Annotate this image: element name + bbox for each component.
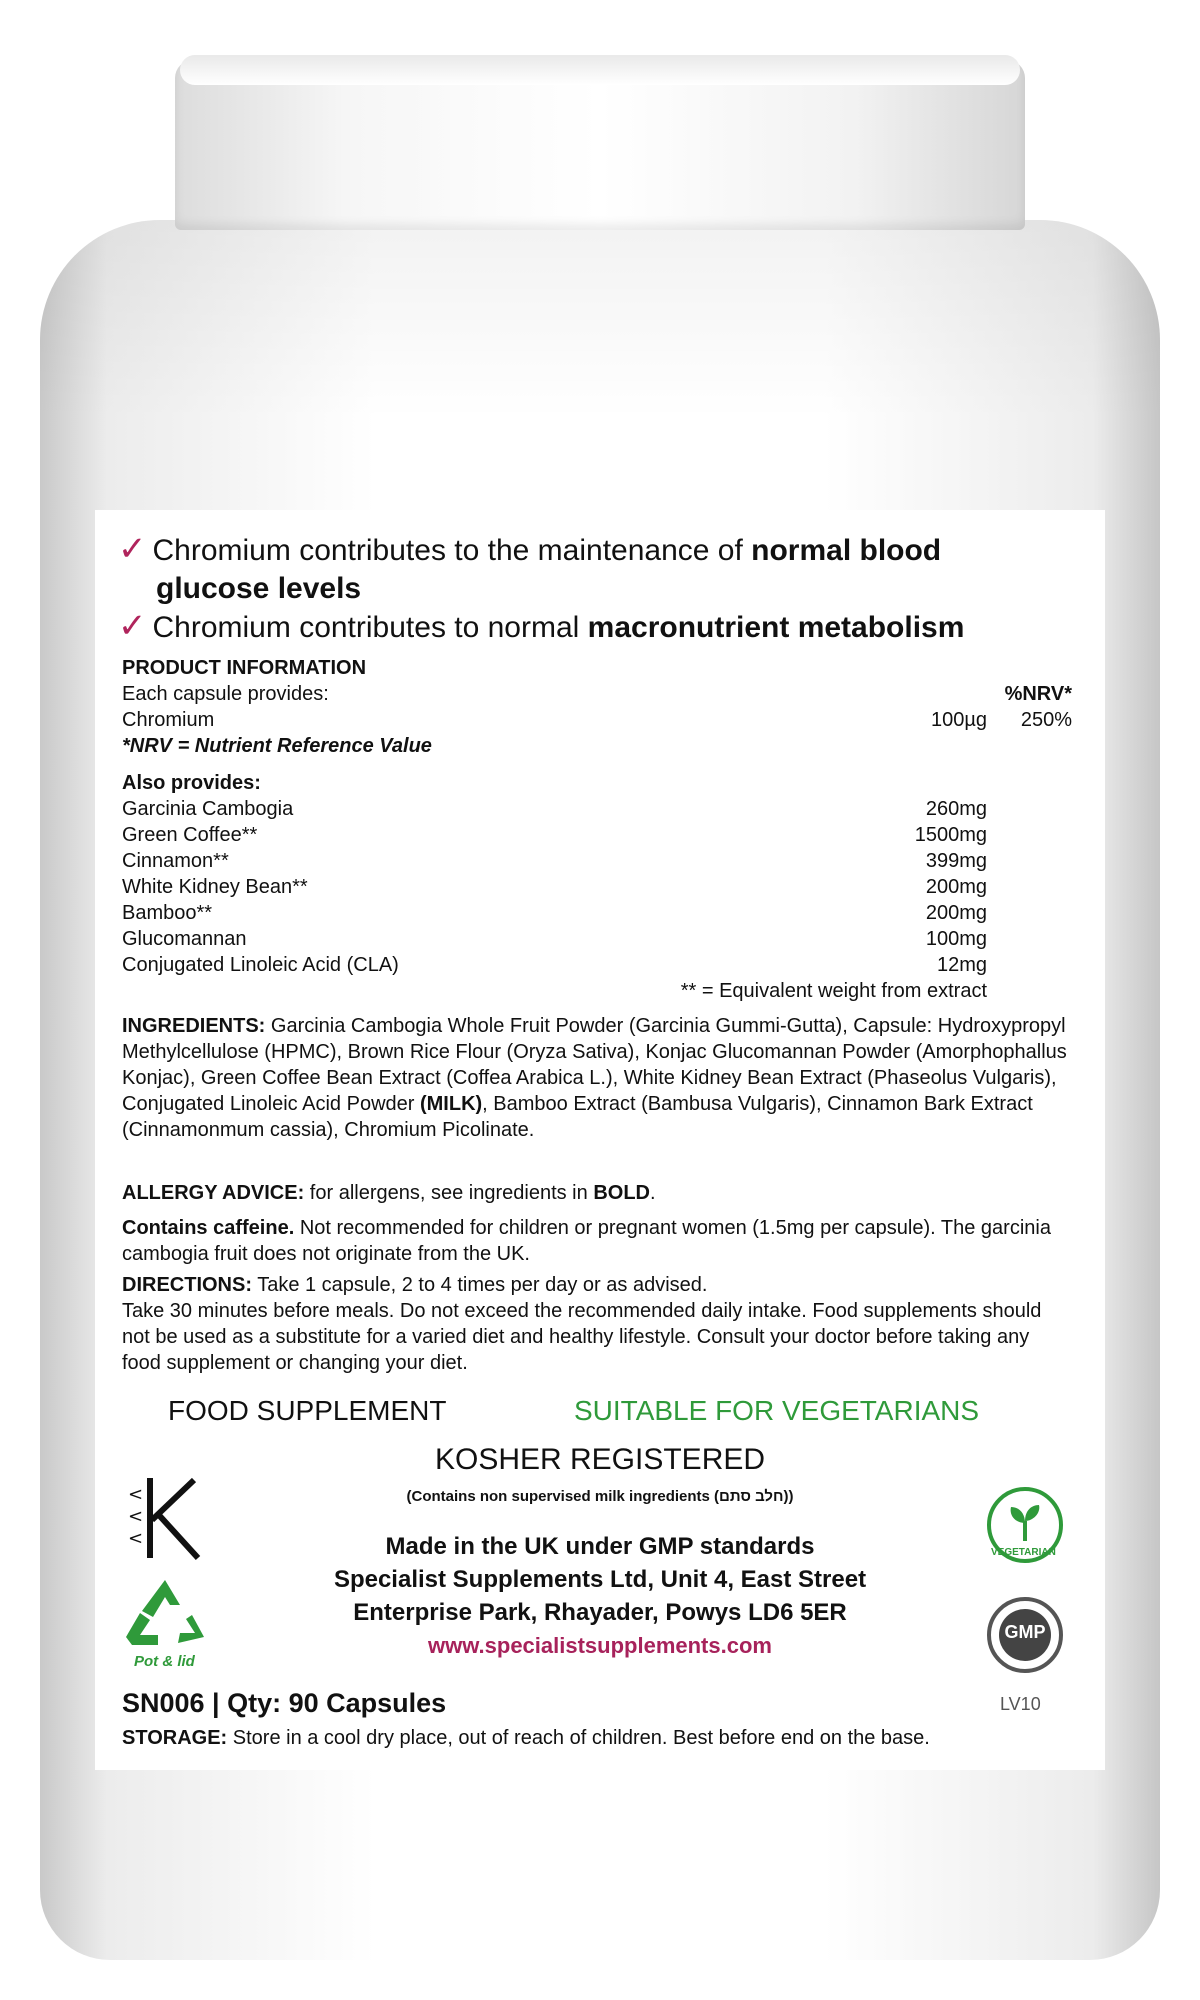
pot-lid-rim — [180, 55, 1020, 85]
pot-shoulder — [40, 220, 1160, 420]
nrv-note: *NRV = Nutrient Reference Value — [122, 735, 432, 757]
gmp-logo-text: GMP — [1004, 1622, 1046, 1642]
svg-text:<: < — [128, 1506, 144, 1527]
item-name: Bamboo** — [122, 902, 213, 924]
item-name: Green Coffee** — [122, 824, 258, 846]
manufacturer-block — [95, 1530, 1105, 1662]
directions — [122, 1272, 1072, 1376]
checkmark-icon: ✓ — [118, 607, 147, 645]
item-name: White Kidney Bean** — [122, 876, 308, 898]
item-amount: 12mg — [936, 954, 987, 976]
checkmark-icon: ✓ — [118, 530, 147, 568]
ingredients — [122, 1013, 1072, 1143]
website-link[interactable]: www.specialistsupplements.com — [428, 1633, 772, 1658]
caffeine-label: Contains caffeine. — [122, 1217, 295, 1239]
allergy-bold: BOLD — [593, 1182, 650, 1204]
recycle-note: Pot & lid — [134, 1653, 195, 1670]
kosher-label: KOSHER REGISTERED — [434, 1443, 766, 1476]
claim-1-bold-cont: glucose levels — [156, 572, 362, 605]
directions-text: Take 1 capsule, 2 to 4 times per day or as advised. — [252, 1274, 708, 1296]
allergy-text: for allergens, see ingredients in — [304, 1182, 594, 1204]
item-amount: 1500mg — [914, 824, 987, 846]
allergy-end: . — [649, 1182, 656, 1204]
manufacturer-line-3: Enterprise Park, Rhayader, Powys LD6 5ER — [353, 1599, 847, 1626]
ingredients-label: INGREDIENTS: — [122, 1015, 266, 1037]
kosher-k-logo — [118, 1470, 203, 1562]
list-item — [122, 874, 1072, 900]
recycle-icon — [120, 1575, 210, 1670]
list-item — [122, 822, 1072, 848]
claim-2-bold: macronutrient metabolism — [587, 611, 965, 644]
manufacturer-line-1: Made in the UK under GMP standards — [385, 1533, 815, 1560]
list-item — [122, 796, 1072, 822]
claim-1-text: Chromium contributes to the maintenance of — [152, 534, 752, 567]
list-item — [122, 926, 1072, 952]
vegetarian-logo-text: VEGETARIAN — [991, 1547, 1056, 1558]
svg-text:<: < — [128, 1528, 144, 1549]
food-supplement-label: FOOD SUPPLEMENT — [168, 1395, 447, 1426]
pot-lid — [175, 60, 1025, 230]
caffeine-warning — [122, 1215, 1072, 1267]
gmp-logo-icon — [985, 1595, 1065, 1675]
ingredients-text-end: , Bamboo Extract (Bambusa Vulgaris), Cinnamon Bark Extract (Cinnamonmum cassia), Chromium Picolinate. — [122, 1093, 1033, 1141]
each-capsule-label: Each capsule provides: — [122, 683, 329, 705]
label-version: LV10 — [1000, 1694, 1041, 1714]
item-amount: 260mg — [925, 798, 987, 820]
claim-2-text: Chromium contributes to normal — [152, 611, 588, 644]
chromium-nrv: 250% — [1020, 709, 1072, 731]
ingredients-milk: (MILK) — [419, 1093, 483, 1115]
item-amount: 100mg — [925, 928, 987, 950]
list-item — [122, 848, 1072, 874]
item-amount: 200mg — [925, 902, 987, 924]
ingredients-text: Garcinia Cambogia Whole Fruit Powder (Garcinia Gummi-Gutta), Capsule: Hydroxypropyl Methylcellulose (HPMC), Brown Rice Flour (Oryza Sativa), Konjac Glucomannan Powder (Amorphophallus Konjac), Green Coffee Bean Extract (Coffea Arabica L.), White Kidney Bean Extract (Phaseolus Vulgaris), Conjugated Linoleic Acid Powder — [122, 1015, 1067, 1115]
allergy-advice — [122, 1180, 1072, 1206]
chromium-name: Chromium — [122, 709, 215, 731]
item-name: Cinnamon** — [122, 850, 229, 872]
list-item — [122, 952, 1072, 978]
claim-1-bold: normal blood — [751, 534, 942, 567]
sku-quantity: SN006 | Qty: 90 Capsules — [122, 1688, 447, 1718]
vegetarian-label: SUITABLE FOR VEGETARIANS — [574, 1395, 980, 1426]
kosher-note: (Contains non supervised milk ingredients (חלב סתם)) — [406, 1488, 794, 1505]
claim-2 — [118, 607, 1078, 647]
storage-label: STORAGE: — [122, 1727, 228, 1749]
product-info-heading: PRODUCT INFORMATION — [122, 657, 367, 679]
manufacturer-line-2: Specialist Supplements Ltd, Unit 4, East Street — [333, 1566, 867, 1593]
product-information — [122, 655, 1072, 759]
allergy-label: ALLERGY ADVICE: — [122, 1182, 305, 1204]
directions-label: DIRECTIONS: — [122, 1274, 252, 1296]
storage-text: Store in a cool dry place, out of reach of children. Best before end on the base. — [227, 1727, 930, 1749]
item-name: Garcinia Cambogia — [122, 798, 294, 820]
caffeine-text: Not recommended for children or pregnant women (1.5mg per capsule). The garcinia cambogia fruit does not originate from the UK. — [122, 1217, 1051, 1265]
claim-1 — [118, 530, 1078, 608]
nrv-header: %NRV* — [1004, 683, 1072, 705]
storage — [122, 1725, 1072, 1751]
item-name: Glucomannan — [122, 928, 247, 950]
directions-text-2: Take 30 minutes before meals. Do not exceed the recommended daily intake. Food supplements should not be used as a substitute for a varied diet and healthy lifestyle. Consult your doctor before taking any food supplement or changing your diet. — [122, 1300, 1042, 1374]
vegetarian-logo-icon — [985, 1485, 1065, 1565]
svg-text:<: < — [128, 1484, 144, 1505]
also-provides — [122, 770, 1072, 1004]
chromium-amount: 100µg — [930, 709, 987, 731]
also-provides-heading: Also provides: — [122, 772, 261, 794]
item-amount: 399mg — [925, 850, 987, 872]
list-item — [122, 900, 1072, 926]
item-name: Conjugated Linoleic Acid (CLA) — [122, 954, 399, 976]
extract-footnote: ** = Equivalent weight from extract — [680, 980, 987, 1002]
item-amount: 200mg — [925, 876, 987, 898]
